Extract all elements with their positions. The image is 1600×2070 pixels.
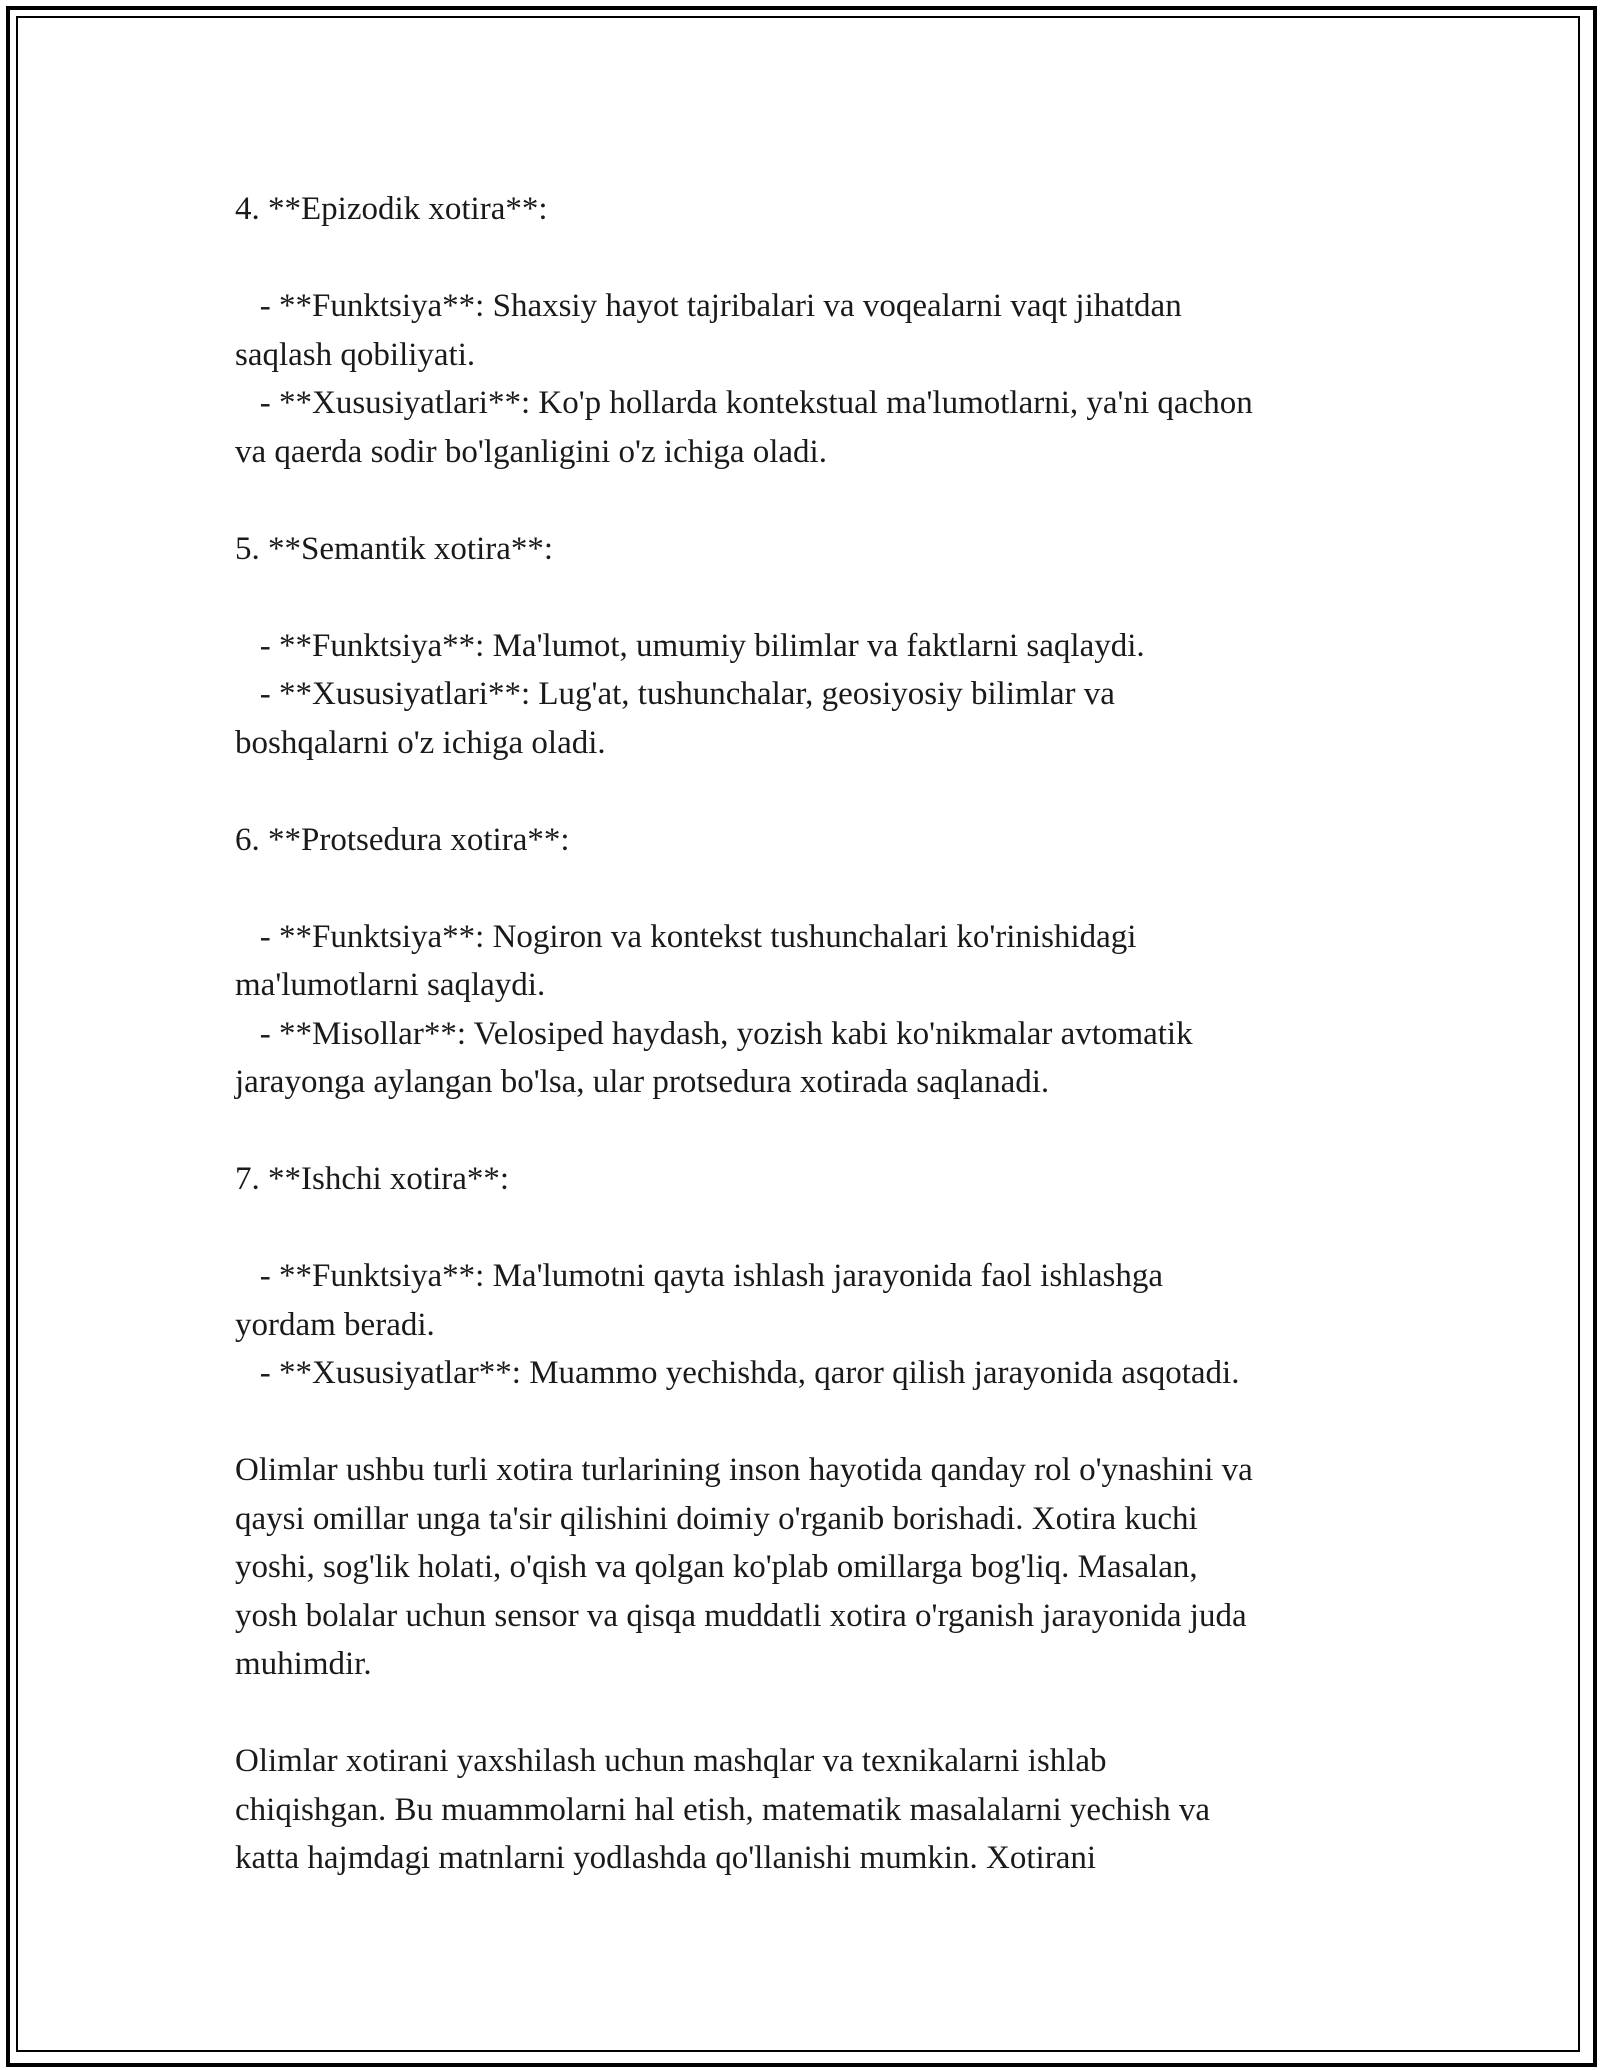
blank-line xyxy=(235,1689,1385,1738)
heading-protsedura: 6. **Protsedura xotira**: xyxy=(235,821,570,858)
text-line: - **Xususiyatlari**: Lug'at, tushunchalar, geosiyosiy bilimlar va xyxy=(235,676,1115,712)
paragraph-line: muhimdir. xyxy=(235,1646,372,1682)
text-line: ma'lumotlarni saqlaydi. xyxy=(235,967,546,1003)
paragraph-line: yosh bolalar uchun sensor va qisqa muddatli xotira o'rganish jarayonida juda xyxy=(235,1597,1247,1634)
text-line: - **Xususiyatlar**: Muammo yechishda, qaror qilish jarayonida asqotadi. xyxy=(235,1355,1240,1391)
text-line: yordam beradi. xyxy=(235,1306,435,1343)
text-line: saqlash qobiliyati. xyxy=(235,336,476,373)
text-line: - **Funktsiya**: Shaxsiy hayot tajribalari va voqealarni vaqt jihatdan xyxy=(235,288,1182,324)
text-line: jarayonga aylangan bo'lsa, ular protsedura xotirada saqlanadi. xyxy=(235,1064,1050,1100)
text-line: va qaerda sodir bo'lganligini o'z ichiga oladi. xyxy=(235,433,827,470)
blank-line xyxy=(235,864,1385,913)
blank-line xyxy=(235,1204,1385,1253)
heading-semantik: 5. **Semantik xotira**: xyxy=(235,530,554,567)
blank-line xyxy=(235,767,1385,816)
blank-line xyxy=(235,234,1385,283)
blank-line xyxy=(235,1398,1385,1447)
text-line: - **Xususiyatlari**: Ko'p hollarda kontekstual ma'lumotlarni, ya'ni qachon xyxy=(235,385,1253,421)
text-line: - **Funktsiya**: Ma'lumotni qayta ishlash jarayonida faol ishlashga xyxy=(235,1258,1163,1294)
paragraph-line: Olimlar ushbu turli xotira turlarining inson hayotida qanday rol o'ynashini va xyxy=(235,1452,1253,1488)
text-line: - **Funktsiya**: Nogiron va kontekst tushunchalari ko'rinishidagi xyxy=(235,918,1137,955)
blank-line xyxy=(235,573,1385,622)
paragraph-line: qaysi omillar unga ta'sir qilishini doimiy o'rganib borishadi. Xotira kuchi xyxy=(235,1500,1198,1537)
blank-line xyxy=(235,1107,1385,1156)
document-body xyxy=(235,185,1385,1883)
text-line: - **Misollar**: Velosiped haydash, yozish kabi ko'nikmalar avtomatik xyxy=(235,1015,1193,1052)
heading-epizodik: 4. **Epizodik xotira**: xyxy=(235,191,548,227)
blank-line xyxy=(235,476,1385,525)
paragraph-line: katta hajmdagi matnlarni yodlashda qo'llanishi mumkin. Xotirani xyxy=(235,1840,1097,1876)
paragraph-line: yoshi, sog'lik holati, o'qish va qolgan ko'plab omillarga bog'liq. Masalan, xyxy=(235,1549,1198,1585)
heading-ishchi: 7. **Ishchi xotira**: xyxy=(235,1161,510,1197)
text-line: boshqalarni o'z ichiga oladi. xyxy=(235,724,606,761)
paragraph-line: Olimlar xotirani yaxshilash uchun mashqlar va texnikalarni ishlab xyxy=(235,1743,1107,1779)
paragraph-line: chiqishgan. Bu muammolarni hal etish, matematik masalalarni yechish va xyxy=(235,1791,1211,1828)
text-line: - **Funktsiya**: Ma'lumot, umumiy bilimlar va faktlarni saqlaydi. xyxy=(235,627,1145,664)
